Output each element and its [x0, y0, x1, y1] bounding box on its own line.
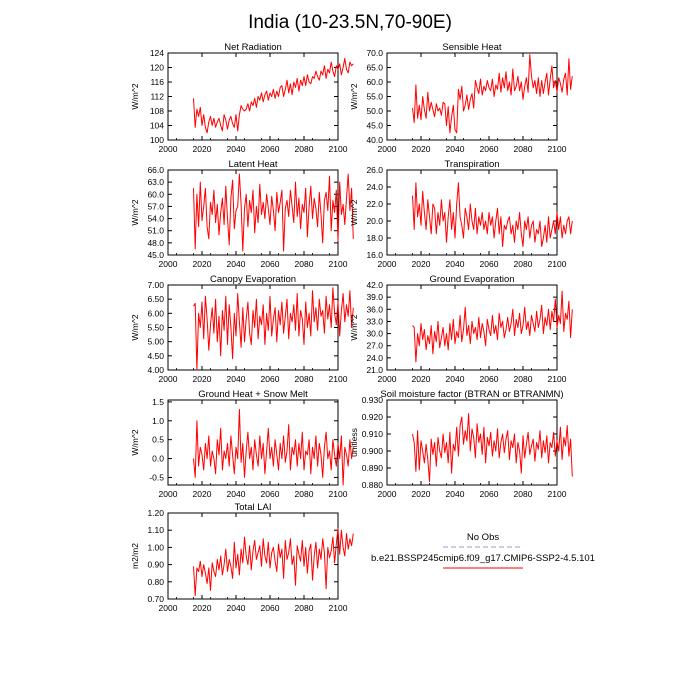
panel-1: [349, 42, 572, 154]
x-tick-label: 2060: [479, 374, 499, 384]
y-tick-label: 42.0: [366, 280, 383, 290]
y-tick-label: 16.0: [366, 250, 383, 260]
panel-3: [349, 159, 572, 269]
series-line: [413, 183, 573, 247]
x-tick-label: 2080: [294, 489, 314, 499]
x-tick-label: 2000: [377, 374, 397, 384]
y-tick-label: 0.920: [361, 412, 383, 422]
y-tick-label: 60.0: [366, 77, 383, 87]
x-tick-label: 2000: [158, 489, 178, 499]
x-tick-label: 2020: [411, 489, 431, 499]
panel-title: Net Radiation: [224, 42, 282, 53]
x-tick-label: 2100: [328, 489, 348, 499]
x-tick-label: 2060: [479, 144, 499, 154]
y-axis-label: W/m^2: [130, 83, 140, 110]
panel-5: [349, 274, 572, 384]
y-tick-label: 0.90: [147, 559, 164, 570]
y-tick-label: 5.00: [147, 336, 164, 347]
panel-2: [130, 159, 353, 269]
legend-model-label: b.e21.BSSP245cmip6.f09_g17.CMIP6-SSP2-4.5.101: [371, 553, 595, 564]
y-tick-label: 112: [150, 91, 164, 102]
y-axis-label: W/m^2: [349, 83, 359, 110]
y-tick-label: 63.0: [147, 177, 164, 188]
y-tick-label: 21.0: [366, 365, 383, 375]
x-tick-label: 2100: [547, 144, 567, 154]
x-tick-label: 2100: [328, 374, 348, 384]
y-tick-label: 39.0: [366, 292, 383, 303]
x-tick-label: 2040: [445, 144, 465, 154]
series-line: [194, 529, 354, 596]
x-tick-label: 2080: [513, 259, 533, 269]
y-tick-label: 54.0: [147, 213, 164, 224]
x-tick-label: 2060: [260, 374, 280, 384]
x-tick-label: 2040: [226, 374, 246, 384]
plot-frame: [387, 170, 557, 255]
panel-4: [130, 274, 353, 384]
panel-7: [349, 389, 572, 499]
x-tick-label: 2060: [260, 603, 280, 613]
plot-frame: [387, 400, 557, 485]
y-tick-label: 45.0: [147, 250, 164, 260]
x-tick-label: 2060: [479, 489, 499, 499]
y-tick-label: 65.0: [366, 62, 383, 73]
y-tick-label: -0.5: [149, 472, 164, 483]
panel-6: [130, 389, 353, 499]
panel-title: Transpiration: [444, 159, 500, 170]
y-tick-label: 57.0: [147, 201, 164, 212]
x-tick-label: 2080: [294, 603, 314, 613]
legend-obs-label: No Obs: [466, 532, 500, 543]
y-tick-label: 22.0: [366, 199, 383, 209]
y-tick-label: 70.0: [366, 48, 383, 58]
y-tick-label: 45.0: [366, 120, 383, 131]
y-tick-label: 104: [149, 120, 164, 131]
panel-title: Ground Evaporation: [429, 274, 515, 285]
y-tick-label: 5.50: [147, 322, 164, 333]
panel-title: Canopy Evaporation: [209, 274, 297, 285]
y-axis-label: W/m^2: [130, 314, 140, 341]
panel-title: Soil moisture factor (BTRAN or BTRANMN): [380, 389, 564, 400]
series-line: [194, 288, 354, 370]
x-tick-label: 2100: [547, 374, 567, 384]
y-tick-label: 0.930: [361, 395, 383, 405]
y-tick-label: 4.00: [147, 365, 164, 375]
x-tick-label: 2020: [192, 144, 212, 154]
y-tick-label: 40.0: [366, 135, 383, 145]
x-tick-label: 2080: [294, 374, 314, 384]
y-tick-label: 4.50: [147, 350, 164, 361]
y-tick-label: 0.0: [152, 453, 164, 464]
y-tick-label: 20.0: [366, 216, 383, 226]
y-tick-label: 124: [149, 48, 164, 58]
x-tick-label: 2040: [226, 144, 246, 154]
x-tick-label: 2060: [260, 489, 280, 499]
panel-title: Total LAI: [234, 502, 272, 513]
y-tick-label: 1.00: [147, 542, 164, 553]
y-tick-label: 50.0: [366, 106, 383, 116]
legend: [371, 532, 595, 568]
panel-title: Ground Heat + Snow Melt: [198, 389, 308, 400]
y-tick-label: 0.5: [152, 434, 164, 445]
series-line: [413, 291, 573, 362]
y-axis-label: W/m^2: [130, 199, 140, 226]
x-tick-label: 2040: [226, 259, 246, 269]
y-tick-label: 120: [149, 62, 164, 73]
y-tick-label: 33.0: [366, 316, 383, 327]
panel-title: Sensible Heat: [442, 42, 502, 53]
x-tick-label: 2060: [479, 259, 499, 269]
x-tick-label: 2100: [547, 489, 567, 499]
y-tick-label: 108: [149, 106, 164, 116]
panel-8: [130, 502, 353, 613]
x-tick-label: 2020: [411, 144, 431, 154]
y-tick-label: 0.900: [361, 446, 383, 456]
x-tick-label: 2100: [328, 603, 348, 613]
y-tick-label: 30.0: [366, 328, 383, 339]
x-tick-label: 2040: [226, 603, 246, 613]
x-tick-label: 2000: [377, 144, 397, 154]
panels: [130, 42, 572, 613]
x-tick-label: 2000: [377, 259, 397, 269]
y-axis-label: W/m^2: [349, 314, 359, 341]
y-tick-label: 60.0: [147, 189, 164, 200]
y-tick-label: 1.20: [147, 508, 164, 518]
x-tick-label: 2100: [547, 259, 567, 269]
x-tick-label: 2100: [328, 144, 348, 154]
x-tick-label: 2080: [513, 144, 533, 154]
x-tick-label: 2000: [158, 144, 178, 154]
y-tick-label: 66.0: [147, 165, 164, 175]
y-axis-label: m2/m2: [130, 543, 140, 569]
y-tick-label: 27.0: [366, 340, 383, 351]
y-axis-label: W/m^2: [130, 429, 140, 456]
x-tick-label: 2020: [411, 259, 431, 269]
x-tick-label: 2060: [260, 259, 280, 269]
y-tick-label: 100: [149, 135, 164, 145]
y-tick-label: 1.10: [147, 525, 164, 536]
series-line: [413, 55, 573, 133]
y-tick-label: 36.0: [366, 304, 383, 315]
y-tick-label: 116: [150, 77, 164, 87]
y-tick-label: 0.910: [361, 429, 383, 439]
y-axis-label: unitless: [349, 428, 359, 457]
x-tick-label: 2020: [192, 603, 212, 613]
x-tick-label: 2020: [192, 489, 212, 499]
panel-0: [130, 42, 353, 154]
x-tick-label: 2020: [192, 259, 212, 269]
x-tick-label: 2000: [158, 259, 178, 269]
x-tick-label: 2020: [411, 374, 431, 384]
series-line: [194, 174, 354, 251]
y-tick-label: 6.00: [147, 308, 164, 319]
y-tick-label: 0.880: [361, 480, 383, 490]
x-tick-label: 2100: [328, 259, 348, 269]
x-tick-label: 2040: [445, 374, 465, 384]
x-tick-label: 2000: [377, 489, 397, 499]
x-tick-label: 2080: [294, 144, 314, 154]
y-tick-label: 26.0: [366, 165, 383, 175]
x-tick-label: 2080: [513, 374, 533, 384]
y-tick-label: 0.80: [147, 576, 164, 587]
y-tick-label: 0.70: [147, 594, 164, 604]
x-tick-label: 2080: [513, 489, 533, 499]
y-tick-label: 1.5: [152, 396, 164, 407]
y-tick-label: 0.890: [361, 463, 383, 473]
series-line: [194, 58, 354, 132]
y-tick-label: 24.0: [366, 182, 383, 192]
x-tick-label: 2000: [158, 603, 178, 613]
series-line: [413, 414, 573, 482]
y-axis-label: W/m^2: [349, 199, 359, 226]
figure-title: India (10-23.5N,70-90E): [248, 12, 452, 33]
x-tick-label: 2040: [226, 489, 246, 499]
x-tick-label: 2020: [192, 374, 212, 384]
y-tick-label: 1.0: [152, 415, 164, 426]
x-tick-label: 2000: [158, 374, 178, 384]
x-tick-label: 2060: [260, 144, 280, 154]
x-tick-label: 2080: [294, 259, 314, 269]
y-tick-label: 51.0: [147, 225, 164, 236]
panel-title: Latent Heat: [228, 159, 278, 170]
x-tick-label: 2040: [445, 259, 465, 269]
y-tick-label: 18.0: [366, 233, 383, 243]
y-tick-label: 48.0: [147, 237, 164, 248]
y-tick-label: 6.50: [147, 294, 164, 305]
x-tick-label: 2040: [445, 489, 465, 499]
y-tick-label: 55.0: [366, 91, 383, 102]
y-tick-label: 7.00: [147, 280, 164, 290]
series-line: [194, 409, 354, 485]
plot-frame: [168, 400, 338, 485]
y-tick-label: 24.0: [366, 352, 383, 363]
plot-frame: [168, 53, 338, 140]
